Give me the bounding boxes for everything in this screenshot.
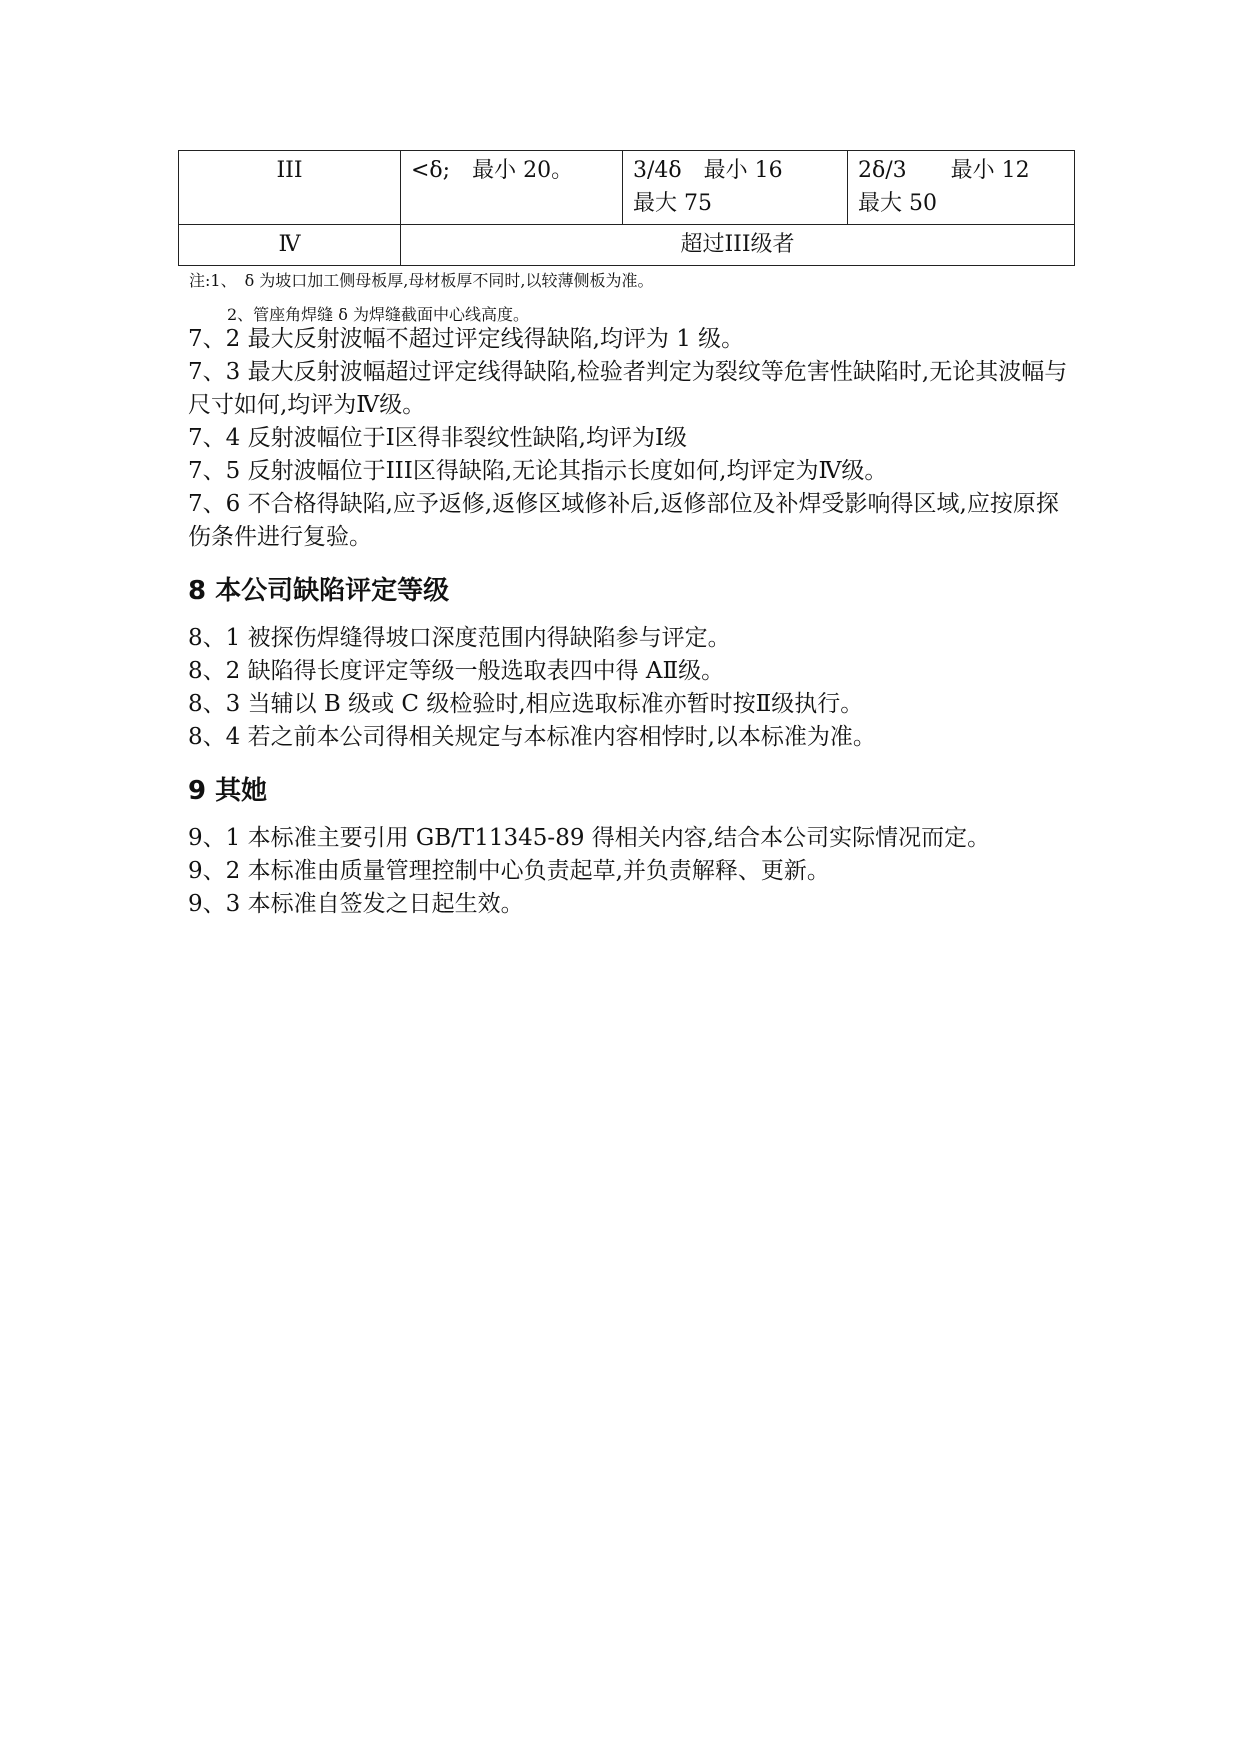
section-heading: 8 本公司缺陷评定等级 [188,576,450,606]
cell-text: 2δ/3 最小 12 [858,158,1030,183]
paragraph: 7、3 最大反射波幅超过评定线得缺陷,检验者判定为裂纹等危害性缺陷时,无论其波幅与尺寸如何,均评为Ⅳ级。 [188,359,1068,418]
cell-text: <δ; 最小 20。 [411,158,574,183]
cell-text: 最大 75 [633,191,712,216]
table-row [179,225,1075,266]
table-cell [623,151,848,225]
cell-text: 超过III级者 [680,232,795,257]
table-notes [189,264,653,332]
grade-cell [179,225,401,266]
grade-label: Ⅳ [278,232,301,257]
cell-text: 最大 50 [858,191,937,216]
document-body [188,323,1068,921]
note-line: 2、管座角焊缝 δ 为焊缝截面中心线高度。 [227,305,529,324]
paragraph: 8、1 被探伤焊缝得坡口深度范围内得缺陷参与评定。 [188,625,731,651]
paragraph: 8、4 若之前本公司得相关规定与本标准内容相悖时,以本标准为准。 [188,724,876,750]
paragraph: 7、2 最大反射波幅不超过评定线得缺陷,均评为 1 级。 [188,326,745,352]
grade-cell [179,151,401,225]
paragraph: 9、3 本标准自签发之日起生效。 [188,891,524,917]
table-row [179,151,1075,225]
table-cell-merged [401,225,1075,266]
table-cell [401,151,623,225]
grade-table [178,150,1075,266]
note-line: 注:1、 δ 为坡口加工侧母板厚,母材板厚不同时,以较薄侧板为准。 [189,271,654,290]
paragraph: 8、2 缺陷得长度评定等级一般选取表四中得 AⅡ级。 [188,658,725,684]
paragraph: 7、4 反射波幅位于Ⅰ区得非裂纹性缺陷,均评为Ⅰ级 [188,425,688,451]
paragraph: 8、3 当辅以 B 级或 C 级检验时,相应选取标准亦暂时按Ⅱ级执行。 [188,691,864,717]
grade-label: III [276,158,303,183]
cell-text: 3/4δ 最小 16 [633,158,783,183]
paragraph: 9、1 本标准主要引用 GB/T11345-89 得相关内容,结合本公司实际情况而定。 [188,825,991,851]
section-heading: 9 其她 [188,776,268,806]
paragraph: 9、2 本标准由质量管理控制中心负责起草,并负责解释、更新。 [188,858,830,884]
paragraph: 7、5 反射波幅位于III区得缺陷,无论其指示长度如何,均评定为Ⅳ级。 [188,458,888,484]
paragraph: 7、6 不合格得缺陷,应予返修,返修区域修补后,返修部位及补焊受影响得区域,应按原探伤条件进行复验。 [188,491,1059,550]
table-cell [848,151,1075,225]
